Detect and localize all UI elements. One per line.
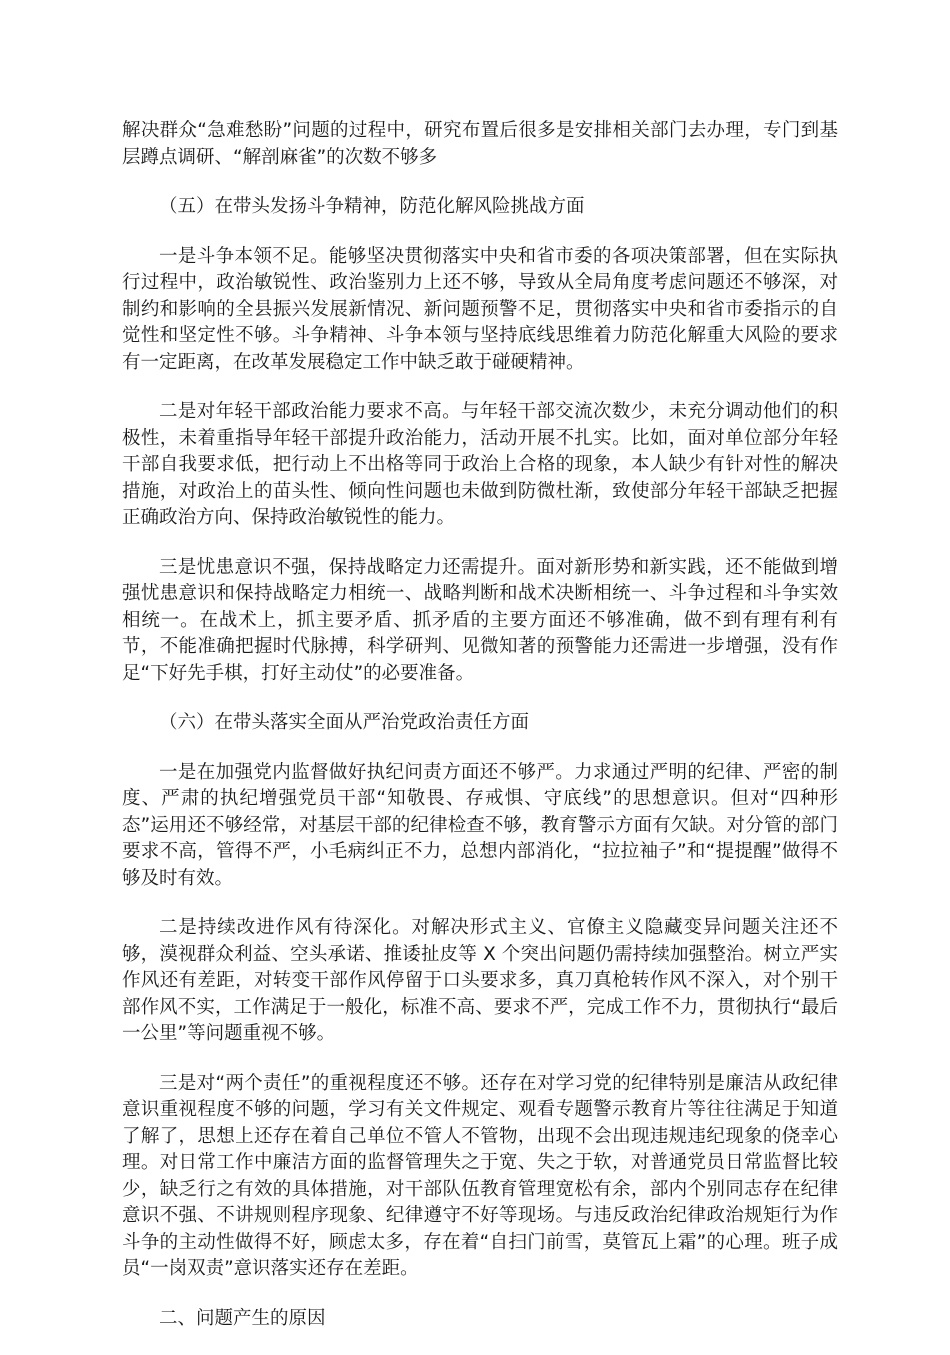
paragraph-two-responsibilities: 三是对“两个责任”的重视程度还不够。还存在对学习党的纪律特别是廉洁从政纪律意识重视程度不够的问题，学习有关文件规定、观看专题警示教育片等往往满足于知道了解了，思想上还存在着自己单位不管人不管物，出现不会出现违规违纪现象的侥幸心理。对日常工作中廉洁方面的监督管理失之于宽、失之于软，对普通党员日常监督比较少，缺乏行之有效的具体措施，对干部队伍教育管理宽松有余，部内个别同志存在纪律意识不强、不讲规则程序现象、纪律遵守不好等现场。与违反政治纪律政治规矩行为作斗争的主动性做得不好，顾虑太多，存在着“自扫门前雪，莫管瓦上霜”的心理。班子成员“一岗双责”意识落实还存在差距。 (122, 1072, 838, 1279)
paragraph-work-style: 二是持续改进作风有待深化。对解决形式主义、官僚主义隐藏变异问题关注还不够，漠视群众利益、空头承诺、推诿扯皮等 X 个突出问题仍需持续加强整治。树立严实作风还有差距，对转变干部作风停留于口头要求多，真刀真枪转作风不深入，对个别干部作风不实，工作满足于一般化，标准不高、要求不严，完成工作不力，贯彻执行“最后一公里”等问题重视不够。 (122, 917, 838, 1044)
section-heading-causes: 二、问题产生的原因 (159, 1307, 326, 1329)
paragraph-young-cadres: 二是对年轻干部政治能力要求不高。与年轻干部交流次数少，未充分调动他们的积极性，未着重指导年轻干部提升政治能力，活动开展不扎实。比如，面对单位部分年轻干部自我要求低，把行动上不出格等同于政治上合格的现象，本人缺少有针对性的解决措施，对政治上的苗头性、倾向性问题也未做到防微杜渐，致使部分年轻干部缺乏把握正确政治方向、保持政治敏锐性的能力。 (122, 401, 838, 528)
paragraph-struggle-skill: 一是斗争本领不足。能够坚决贯彻落实中央和省市委的各项决策部署，但在实际执行过程中，政治敏锐性、政治鉴别力上还不够，导致从全局角度考虑问题还不够深，对制约和影响的全县振兴发展新情况、新问题预警不足，贯彻落实中央和省市委指示的自觉性和坚定性不够。斗争精神、斗争本领与坚持底线思维着力防范化解重大风险的要求有一定距离，在改革发展稳定工作中缺乏敢于碰硬精神。 (122, 245, 838, 373)
paragraph-supervision: 一是在加强党内监督做好执纪问责方面还不够严。力求通过严明的纪律、严密的制度、严肃的执纪增强党员干部“知敬畏、存戒惧、守底线”的思想意识。但对“四种形态”运用还不够经常，对基层干部的纪律检查不够，教育警示方面有欠缺。对分管的部门要求不高，管得不严，小毛病纠正不力，总想内部消化，“拉拉袖子”和“提提醒”做得不够及时有效。 (122, 761, 838, 889)
section-heading-five: （五）在带头发扬斗争精神，防范化解风险挑战方面 (159, 196, 585, 217)
document-page (122, 118, 838, 1355)
section-heading-six: （六）在带头落实全面从严治党政治责任方面 (159, 712, 530, 733)
paragraph-risk-awareness: 三是忧患意识不强，保持战略定力还需提升。面对新形势和新实践，还不能做到增强忧患意识和保持战略定力相统一、战略判断和战术决断相统一、斗争过程和斗争实效相统一。在战术上，抓主要矛盾、抓矛盾的主要方面还不够准确，做不到有理有利有节，不能准确把握时代脉搏，科学研判、见微知著的预警能力还需进一步增强，没有作足“下好先手棋，打好主动仗”的必要准备。 (122, 556, 838, 684)
paragraph-continuation: 解决群众“急难愁盼”问题的过程中，研究布置后很多是安排相关部门去办理，专门到基层蹲点调研、“解剖麻雀”的次数不够多 (122, 120, 838, 168)
